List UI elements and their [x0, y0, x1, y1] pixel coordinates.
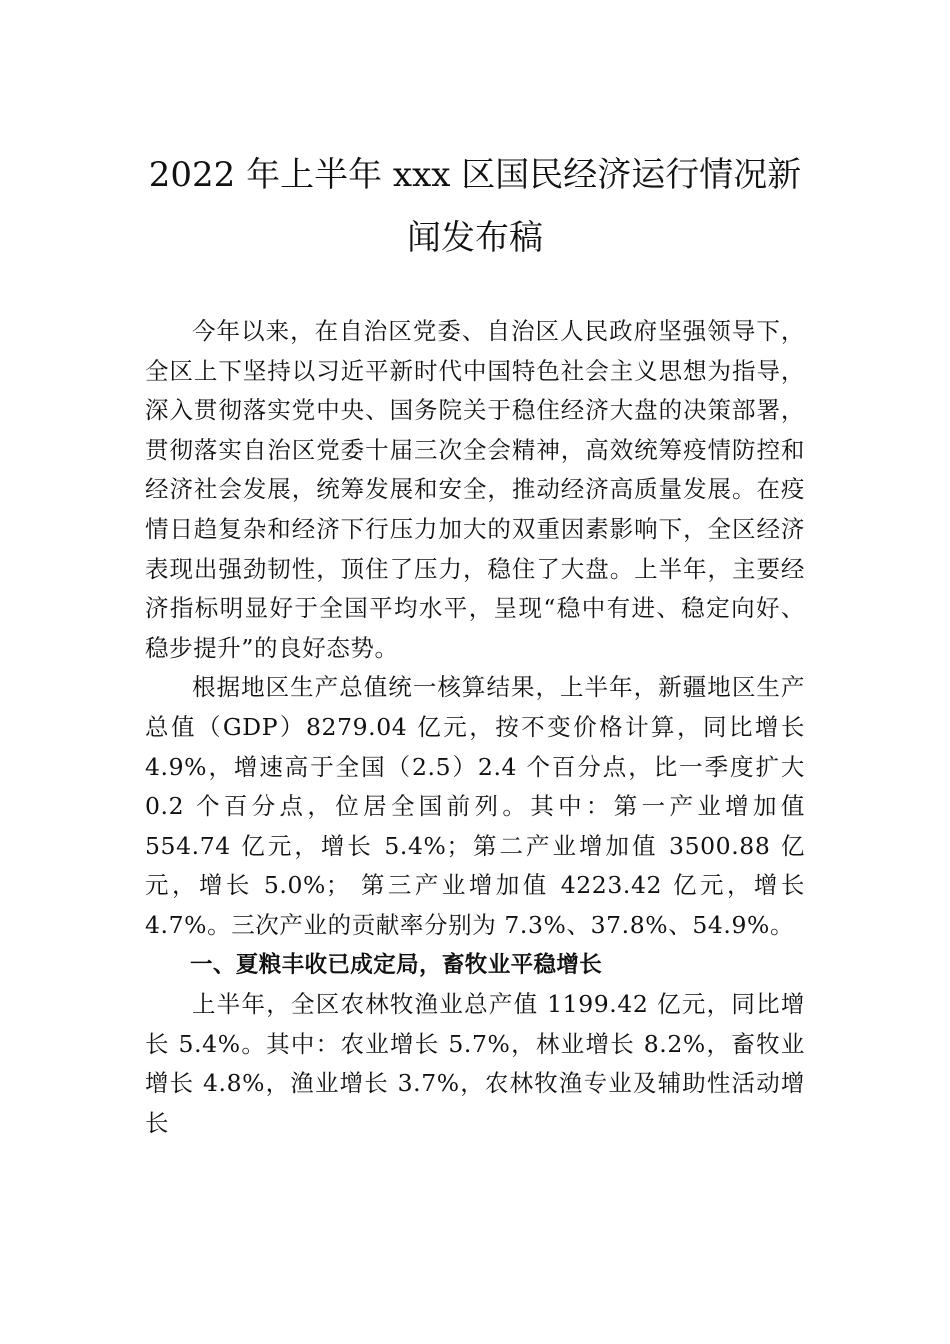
gdp-paragraph: 根据地区生产总值统一核算结果，上半年，新疆地区生产总值（GDP）8279.04 亿元，按不变价格计算，同比增长 4.9%，增速高于全国（2.5）2.4 个百分点，比一季度扩大 0.2 个百分点，位居全国前列。其中：第一产业增加值 554.74 亿元，增长 5.4%；第二产业增加值 3500.88 亿元，增长 5.0%； 第三产业增加值 4223.42 亿元，增长 4.7%。三次产业的贡献率分别为 7.3%、37.8%、54.9%。 — [145, 673, 805, 939]
document-title-line-1: 2022 年上半年 xxx 区国民经济运行情况新 — [148, 155, 802, 195]
section-heading-agriculture: 一、夏粮丰收已成定局，畜牧业平稳增长 — [190, 951, 603, 978]
document-title-line-2: 闻发布稿 — [407, 218, 543, 258]
agriculture-paragraph: 上半年，全区农林牧渔业总产值 1199.42 亿元，同比增长 5.4%。其中：农业增长 5.7%，林业增长 8.2%，畜牧业增长 4.8%，渔业增长 3.7%，农林牧渔专业及辅助性活动增长 — [145, 990, 805, 1137]
document-body — [145, 312, 805, 1143]
intro-paragraph: 今年以来，在自治区党委、自治区人民政府坚强领导下，全区上下坚持以习近平新时代中国特色社会主义思想为指导，深入贯彻落实党中央、国务院关于稳住经济大盘的决策部署，贯彻落实自治区党委十届三次全会精神，高效统筹疫情防控和经济社会发展，统筹发展和安全，推动经济高质量发展。在疫情日趋复杂和经济下行压力加大的双重因素影响下，全区经济表现出强劲韧性，顶住了压力，稳住了大盘。上半年，主要经济指标明显好于全国平均水平，呈现“稳中有进、稳定向好、稳步提升”的良好态势。 — [145, 317, 805, 662]
